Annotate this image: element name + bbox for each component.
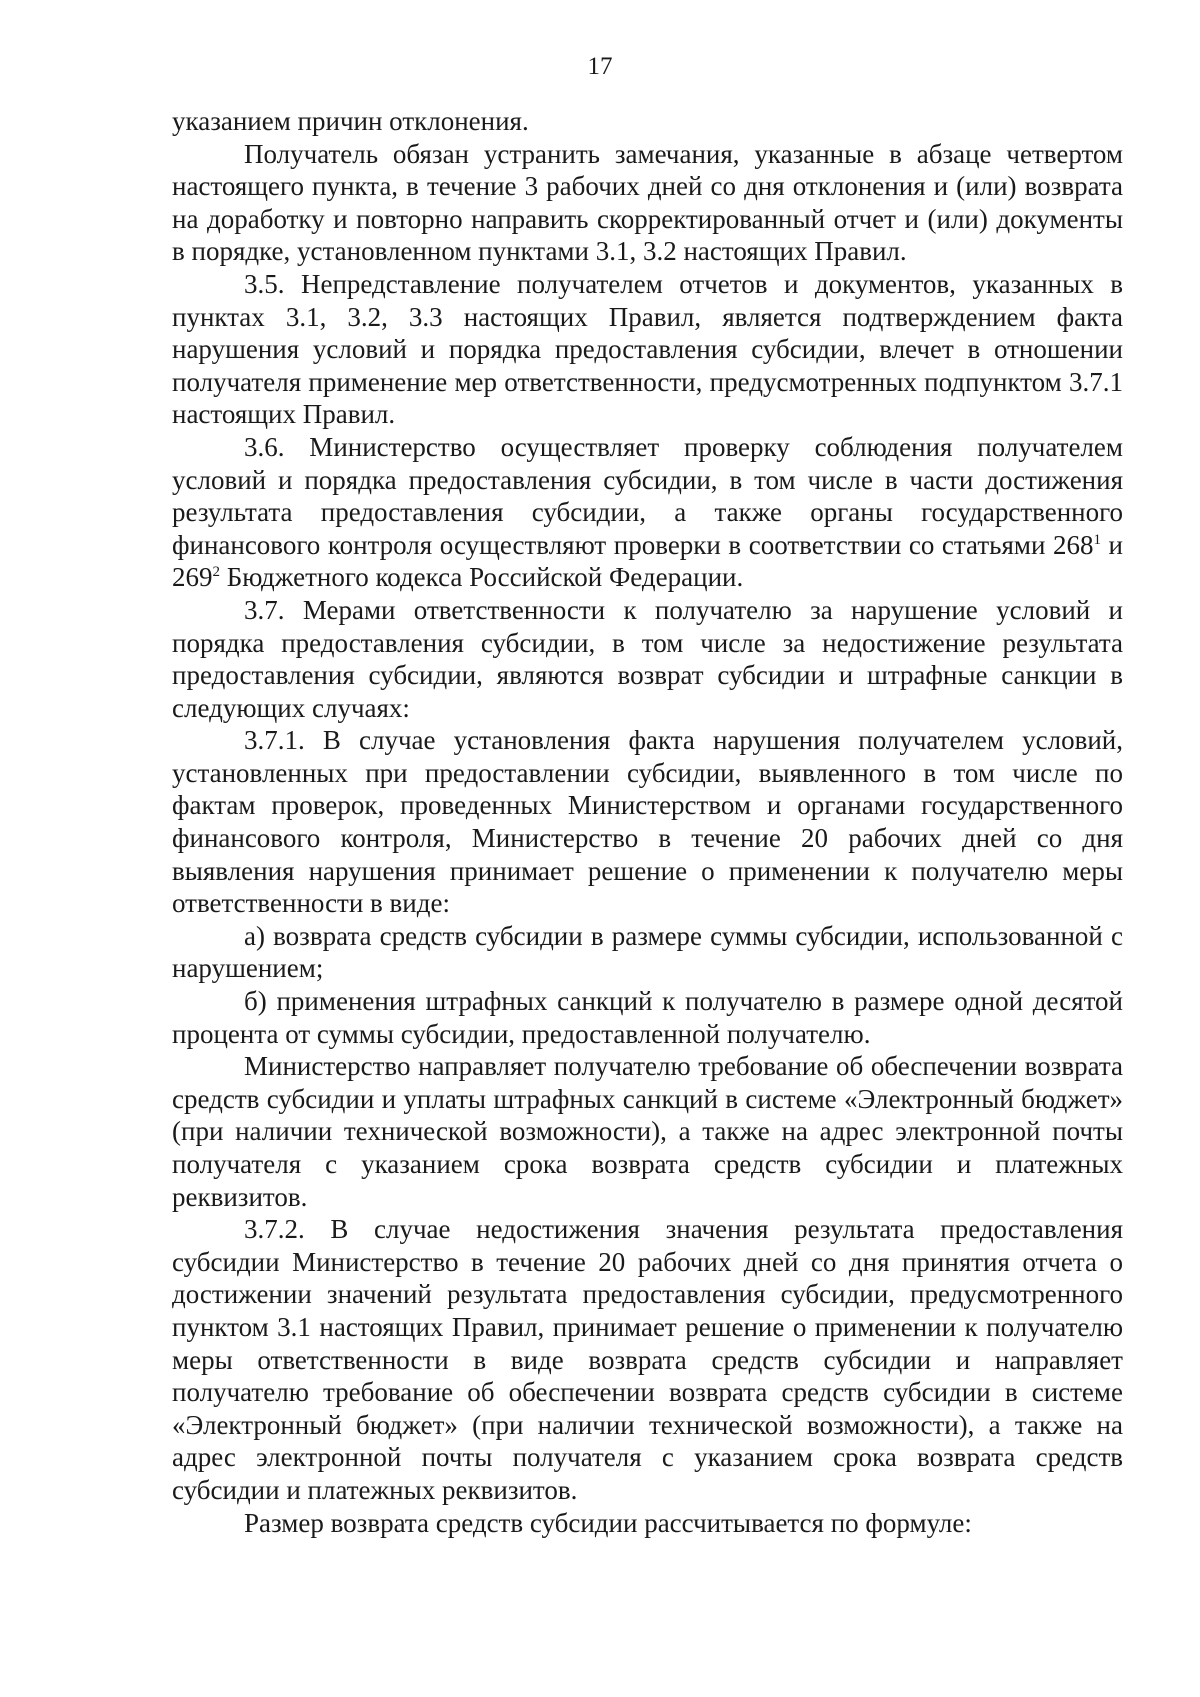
paragraph-3-6-end: Бюджетного кодекса Российской Федерации.: [220, 562, 744, 593]
page-number: 17: [587, 53, 613, 80]
superscript-2: 2: [212, 564, 220, 581]
paragraph-3-6-middle: и 269: [172, 529, 1124, 593]
paragraph-3-7-1: 3.7.1. В случае установления факта нарушения получателем условий, установленных при предоставлении субсидии, выявленного в том числе по фактам проверок, проведенных Министерством и органами государственного финансового контроля, Министерство в течение 20 рабочих дней со дня выявления нарушения принимает решение о применении к получателю меры ответственности в виде:: [172, 725, 1123, 919]
paragraph-ministry-requirement: Министерство направляет получателю требование об обеспечении возврата средств субсидии и уплаты штрафных санкций в системе «Электронный бюджет» (при наличии технической возможности), а также на адрес электронной почты получателя с указанием срока возврата средств субсидии и платежных реквизитов.: [172, 1051, 1123, 1212]
superscript-1: 1: [1093, 531, 1101, 548]
list-item-b: б) применения штрафных санкций к получателю в размере одной десятой процента от суммы субсидии, предоставленной получателю.: [172, 986, 1123, 1049]
paragraph-formula-intro: Размер возврата средств субсидии рассчитывается по формуле:: [244, 1507, 972, 1538]
paragraph-recipient-obligation: Получатель обязан устранить замечания, указанные в абзаце четвертом настоящего пункта, в течение 3 рабочих дней со дня отклонения и (или) возврата на доработку и повторно направить скорректированный отчет и (или) документы в порядке, установленном пунктами 3.1, 3.2 настоящих Правил.: [172, 138, 1123, 267]
paragraph-continuation: указанием причин отклонения.: [172, 106, 529, 136]
paragraph-3-6-text: 3.6. Министерство осуществляет проверку соблюдения получателем условий и порядка предоставления субсидии, в том числе в части достижения результата предоставления субсидии, а также органы государственного финансового контроля осуществляют проверки в соответствии со статьями 268: [172, 431, 1123, 560]
document-body: [172, 105, 1123, 1539]
paragraph-3-5: 3.5. Непредставление получателем отчетов и документов, указанных в пунктах 3.1, 3.2, 3.3 настоящих Правил, является подтверждением факта нарушения условий и порядка предоставления субсидии, влечет в отношении получателя применение мер ответственности, предусмотренных подпунктом 3.7.1 настоящих Правил.: [172, 268, 1123, 430]
paragraph-3-7: 3.7. Мерами ответственности к получателю за нарушение условий и порядка предоставления субсидии, в том числе за недостижение результата предоставления субсидии, являются возврат субсидии и штрафные санкции в следующих случаях:: [172, 594, 1123, 723]
list-item-a: а) возврата средств субсидии в размере суммы субсидии, использованной с нарушением;: [172, 920, 1123, 984]
paragraph-3-6: [172, 431, 1123, 594]
paragraph-3-7-2: 3.7.2. В случае недостижения значения результата предоставления субсидии Министерство в течение 20 рабочих дней со дня принятия отчета о достижении значений результата предоставления субсидии, предусмотренного пунктом 3.1 настоящих Правил, принимает решение о применении к получателю меры ответственности в виде возврата средств субсидии и направляет получателю требование об обеспечении возврата средств субсидии в системе «Электронный бюджет» (при наличии технической возможности), а также на адрес электронной почты получателя с указанием срока возврата средств субсидии и платежных реквизитов.: [172, 1214, 1123, 1505]
